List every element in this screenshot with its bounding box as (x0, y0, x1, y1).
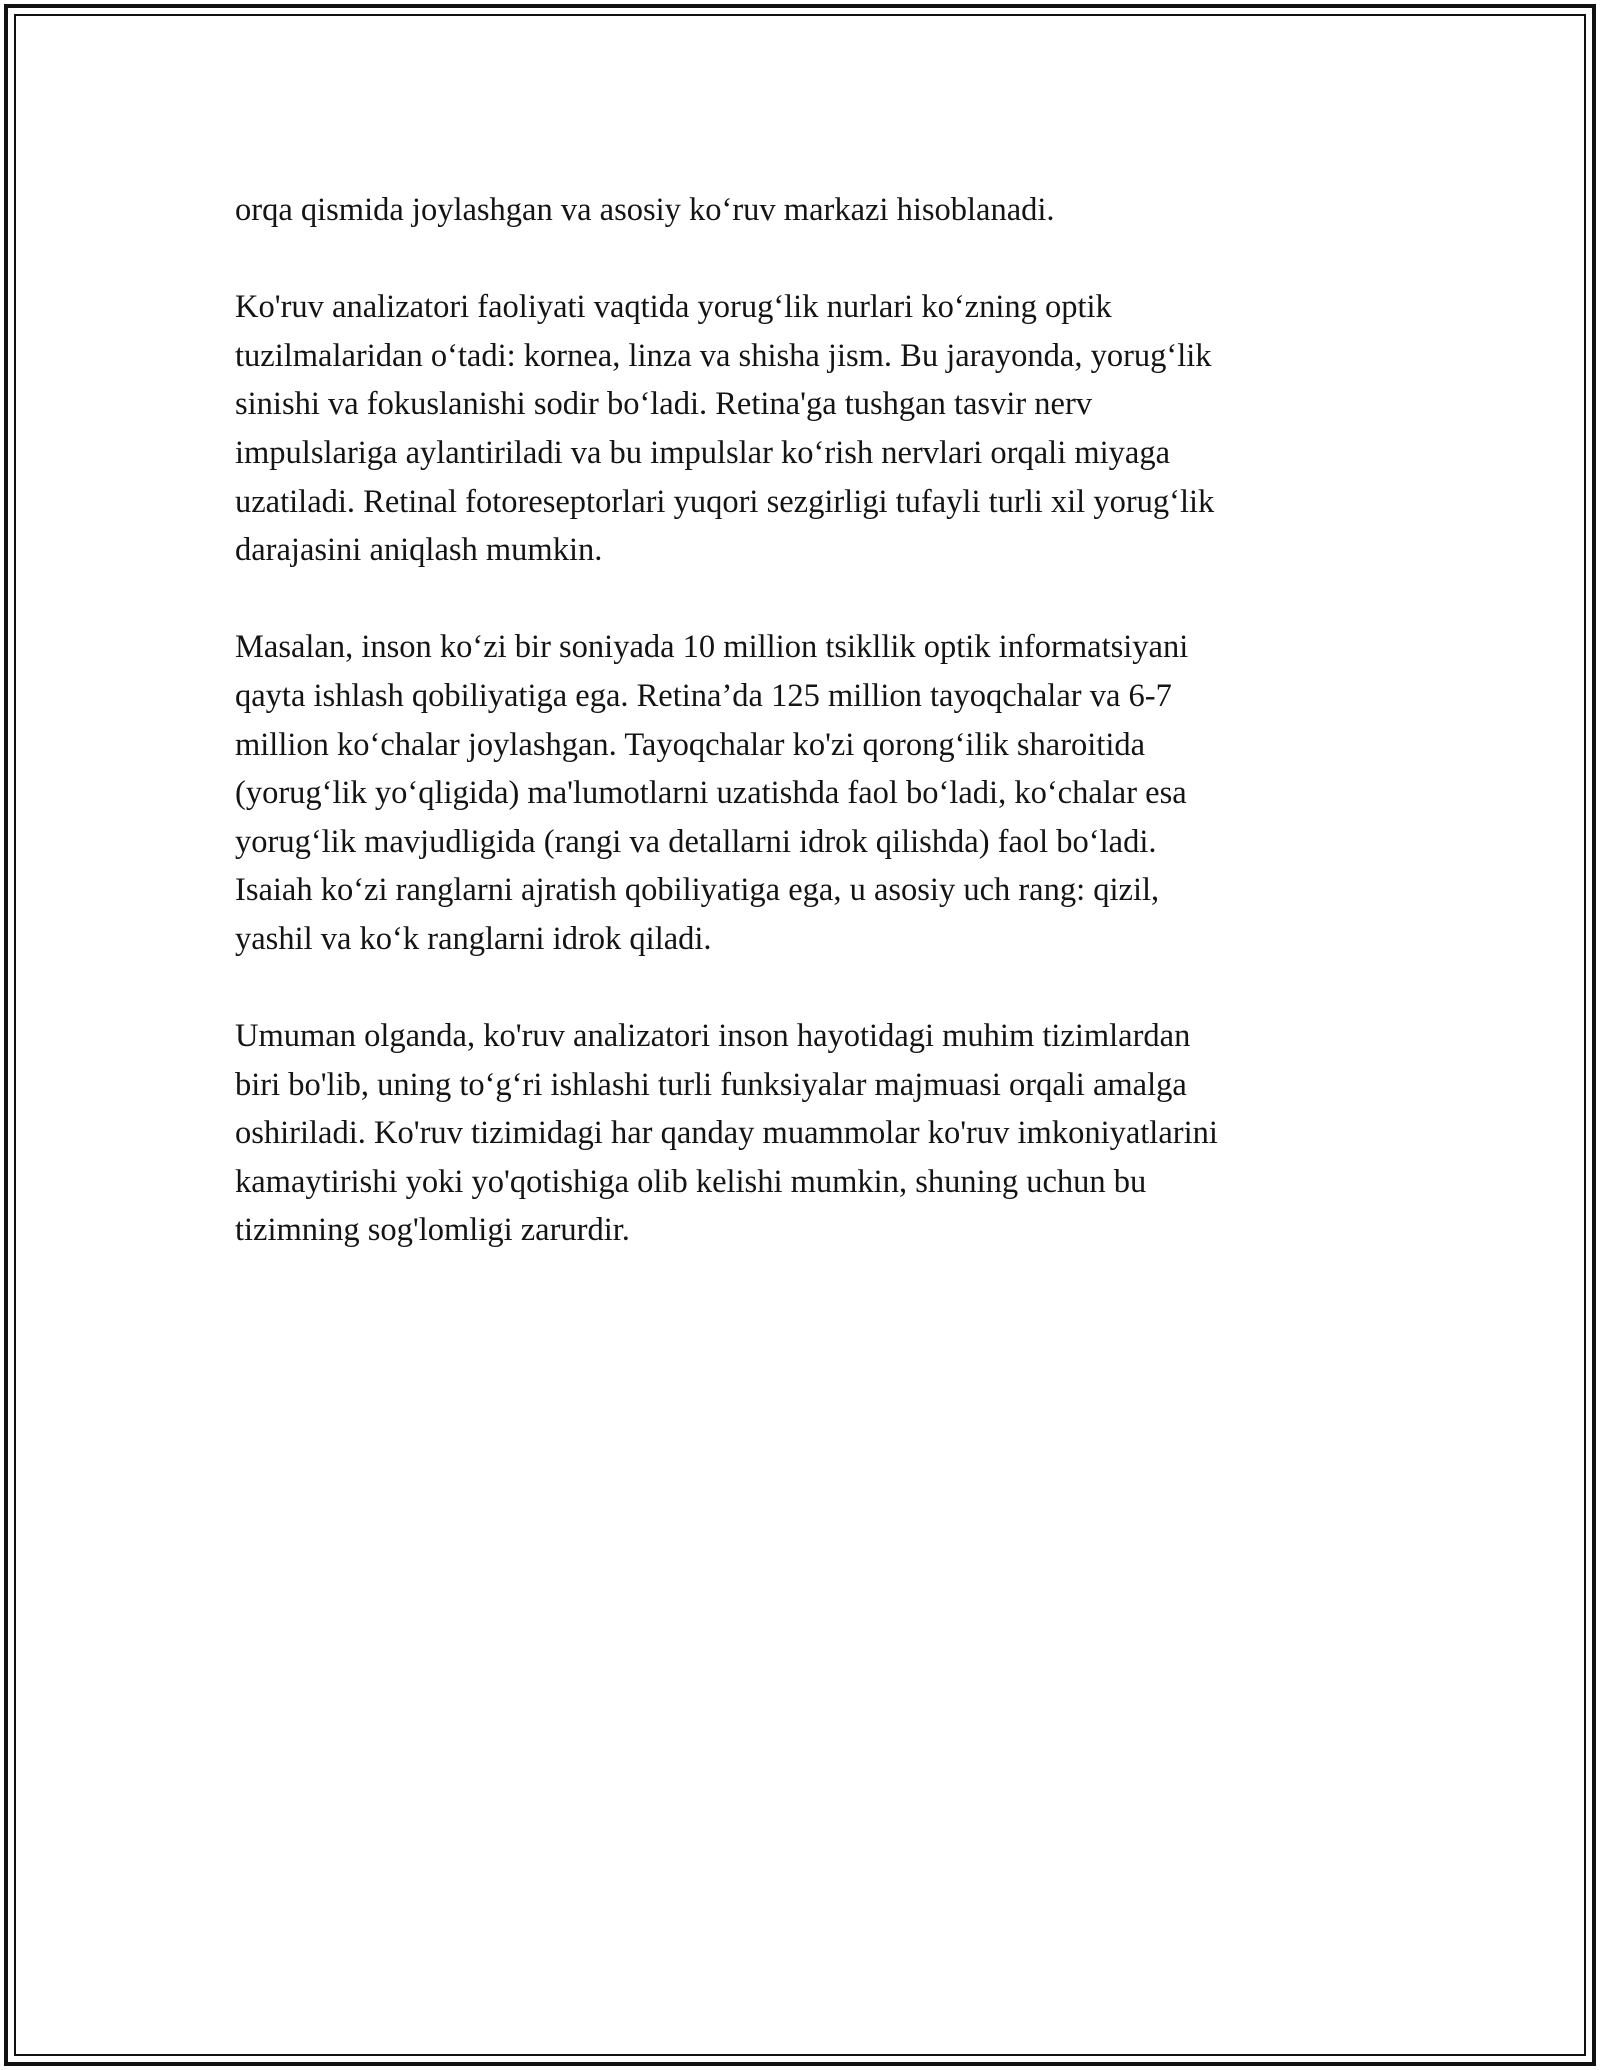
text-line: Umuman olganda, ko'ruv analizatori inson hayotidagi muhim tizimlardan (235, 1018, 1191, 1055)
paragraph-3 (235, 623, 1365, 963)
text-line: oshiriladi. Ko'ruv tizimidagi har qanday muammolar ko'ruv imkoniyatlarini (235, 1115, 1218, 1152)
text-line: impulslariga aylantiriladi va bu impulslar ko‘rish nervlari orqali miyaga (235, 434, 1171, 471)
text-line: tuzilmalaridan o‘tadi: kornea, linza va shisha jism. Bu jarayonda, yorug‘lik (235, 337, 1212, 374)
text-line: orqa qismida joylashgan va asosiy ko‘ruv markazi hisoblanadi. (235, 192, 1055, 228)
paragraph-2 (235, 283, 1365, 575)
text-line: yashil va ko‘k ranglarni idrok qiladi. (235, 920, 712, 957)
text-line: Ko'ruv analizatori faoliyati vaqtida yorug‘lik nurlari ko‘zning optik (235, 289, 1112, 326)
text-line: Isaiah ko‘zi ranglarni ajratish qobiliyatiga ega, u asosiy uch rang: qizil, (235, 872, 1160, 909)
text-line: million ko‘chalar joylashgan. Tayoqchalar ko'zi qorong‘ilik sharoitida (235, 726, 1146, 763)
paragraph-4 (235, 1012, 1365, 1255)
document-body (235, 186, 1365, 1304)
text-line: biri bo'lib, uning to‘g‘ri ishlashi turli funksiyalar majmuasi orqali amalga (235, 1066, 1187, 1103)
paragraph-1 (235, 186, 1365, 235)
text-line: uzatiladi. Retinal fotoreseptorlari yuqori sezgirligi tufayli turli xil yorug‘lik (235, 483, 1215, 520)
text-line: darajasini aniqlash mumkin. (235, 532, 603, 569)
text-line: (yorug‘lik yo‘qligida) ma'lumotlarni uzatishda faol bo‘ladi, ko‘chalar esa (235, 775, 1187, 812)
text-line: qayta ishlash qobiliyatiga ega. Retina’da 125 million tayoqchalar va 6-7 (235, 677, 1172, 714)
text-line: kamaytirishi yoki yo'qotishiga olib kelishi mumkin, shuning uchun bu (235, 1163, 1147, 1200)
text-line: Masalan, inson ko‘zi bir soniyada 10 million tsikllik optik informatsiyani (235, 629, 1189, 666)
text-line: tizimning sog'lomligi zarurdir. (235, 1212, 630, 1249)
text-line: sinishi va fokuslanishi sodir bo‘ladi. Retina'ga tushgan tasvir nerv (235, 386, 1093, 423)
text-line: yorug‘lik mavjudligida (rangi va detallarni idrok qilishda) faol bo‘ladi. (235, 823, 1157, 860)
